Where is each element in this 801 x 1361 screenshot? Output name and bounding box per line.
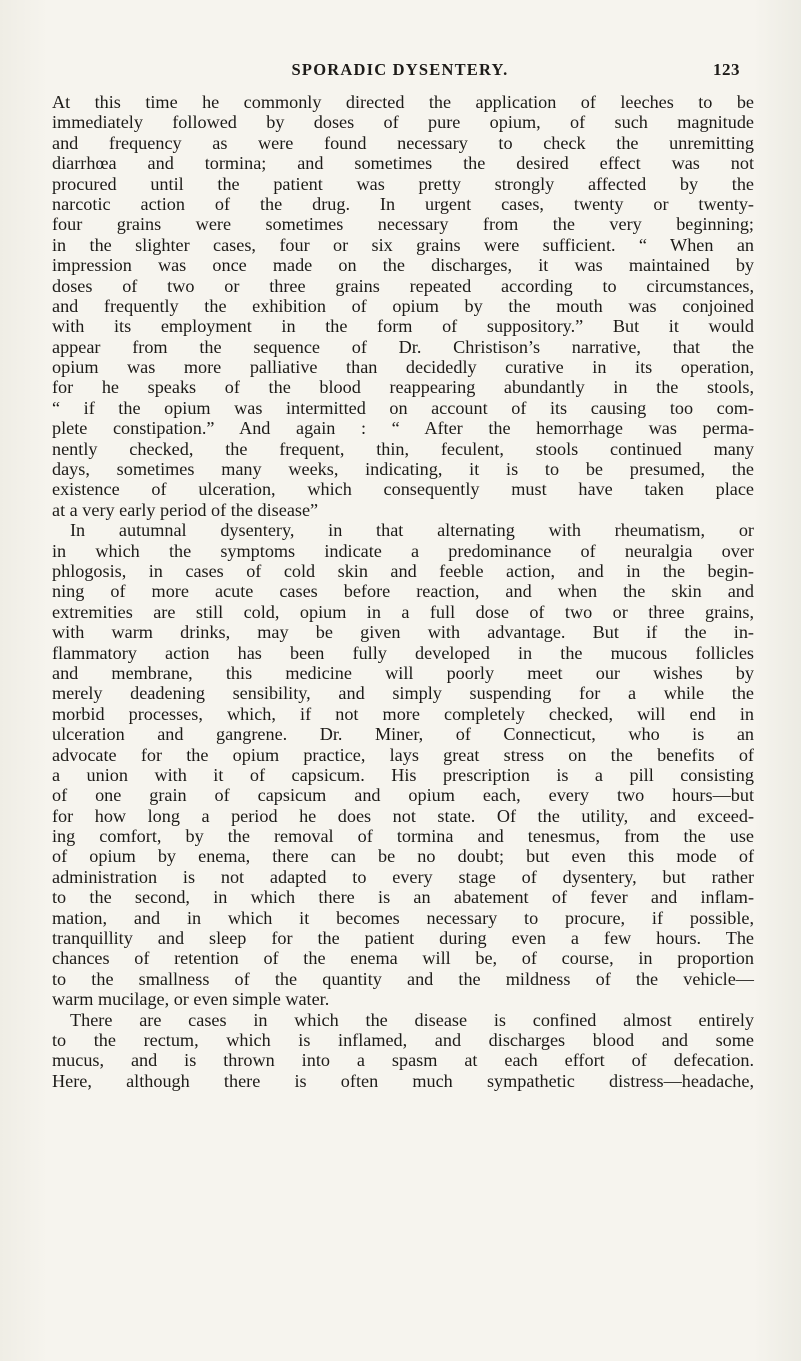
running-head-title: SPORADIC DYSENTERY.	[291, 60, 509, 79]
text-line: for how long a period he does not state. Of the utility, and exceed-	[52, 805, 754, 826]
text-line: of one grain of capsicum and opium each, every two hours—but	[52, 785, 754, 806]
text-line: at a very early period of the disease”	[52, 499, 319, 520]
text-line: immediately followed by doses of pure opium, of such magnitude	[52, 112, 754, 133]
text-line: Here, although there is often much sympathetic distress—headache,	[52, 1070, 754, 1091]
text-line: and frequency as were found necessary to check the unremitting	[52, 132, 754, 153]
text-line: tranquillity and sleep for the patient during even a few hours. The	[52, 928, 754, 949]
text-line: in which the symptoms indicate a predominance of neuralgia over	[52, 540, 754, 561]
text-line: procured until the patient was pretty strongly affected by the	[52, 173, 754, 194]
text-line: with warm drinks, may be given with advantage. But if the in-	[52, 622, 754, 643]
text-line: to the second, in which there is an abatement of fever and inflam-	[52, 887, 754, 908]
text-line: and membrane, this medicine will poorly meet our wishes by	[52, 662, 754, 683]
text-line: mation, and in which it becomes necessary to procure, if possible,	[52, 907, 754, 928]
text-line: in the slighter cases, four or six grains were sufficient. “ When an	[52, 234, 754, 255]
text-line: ulceration and gangrene. Dr. Miner, of Connecticut, who is an	[52, 724, 754, 745]
running-head	[60, 60, 740, 86]
text-line: with its employment in the form of suppository.” But it would	[52, 316, 754, 337]
text-line: At this time he commonly directed the application of leeches to be	[52, 92, 754, 112]
page-number: 123	[713, 60, 740, 79]
text-line: of opium by enema, there can be no doubt; but even this mode of	[52, 846, 754, 867]
text-line: phlogosis, in cases of cold skin and feeble action, and in the begin-	[52, 560, 754, 581]
text-line: diarrhœa and tormina; and sometimes the desired effect was not	[52, 153, 754, 174]
text-line: appear from the sequence of Dr. Christison’s narrative, that the	[52, 336, 754, 357]
text-line: impression was once made on the discharges, it was maintained by	[52, 255, 754, 276]
text-line: ning of more acute cases before reaction, and when the skin and	[52, 581, 754, 602]
text-line: a union with it of capsicum. His prescription is a pill consisting	[52, 764, 754, 785]
text-line: for he speaks of the blood reappearing abundantly in the stools,	[52, 377, 754, 398]
text-line: four grains were sometimes necessary from the very beginning;	[52, 214, 754, 235]
text-line: ing comfort, by the removal of tormina and tenesmus, from the use	[52, 826, 754, 847]
text-line: opium was more palliative than decidedly curative in its operation,	[52, 357, 754, 378]
text-line: extremities are still cold, opium in a full dose of two or three grains,	[52, 601, 754, 622]
text-line: In autumnal dysentery, in that alternating with rheumatism, or	[70, 520, 754, 541]
text-line: merely deadening sensibility, and simply suspending for a while the	[52, 683, 754, 704]
text-line: warm mucilage, or even simple water.	[52, 989, 330, 1010]
text-line: morbid processes, which, if not more completely checked, will end in	[52, 703, 754, 724]
text-line: nently checked, the frequent, thin, feculent, stools continued many	[52, 438, 754, 459]
text-line: There are cases in which the disease is confined almost entirely	[70, 1009, 754, 1030]
text-line: mucus, and is thrown into a spasm at each effort of defecation.	[52, 1050, 754, 1071]
body-text	[52, 92, 754, 1091]
text-line: existence of ulceration, which consequently must have taken place	[52, 479, 754, 500]
text-line: advocate for the opium practice, lays great stress on the benefits of	[52, 744, 754, 765]
text-line: and frequently the exhibition of opium by the mouth was conjoined	[52, 295, 754, 316]
text-line: narcotic action of the drug. In urgent cases, twenty or twenty-	[52, 193, 754, 214]
text-line: “ if the opium was intermitted on account of its causing too com-	[52, 397, 754, 418]
text-line: flammatory action has been fully developed in the mucous follicles	[52, 642, 754, 663]
text-line: chances of retention of the enema will be, of course, in proportion	[52, 948, 754, 969]
text-line: to the smallness of the quantity and the mildness of the vehicle—	[52, 968, 754, 989]
text-line: to the rectum, which is inflamed, and discharges blood and some	[52, 1029, 754, 1050]
text-line: days, sometimes many weeks, indicating, it is to be presumed, the	[52, 459, 754, 480]
text-line: administration is not adapted to every stage of dysentery, but rather	[52, 866, 754, 887]
text-line: doses of two or three grains repeated according to circumstances,	[52, 275, 754, 296]
text-line: plete constipation.” And again : “ After the hemorrhage was perma-	[52, 418, 754, 439]
